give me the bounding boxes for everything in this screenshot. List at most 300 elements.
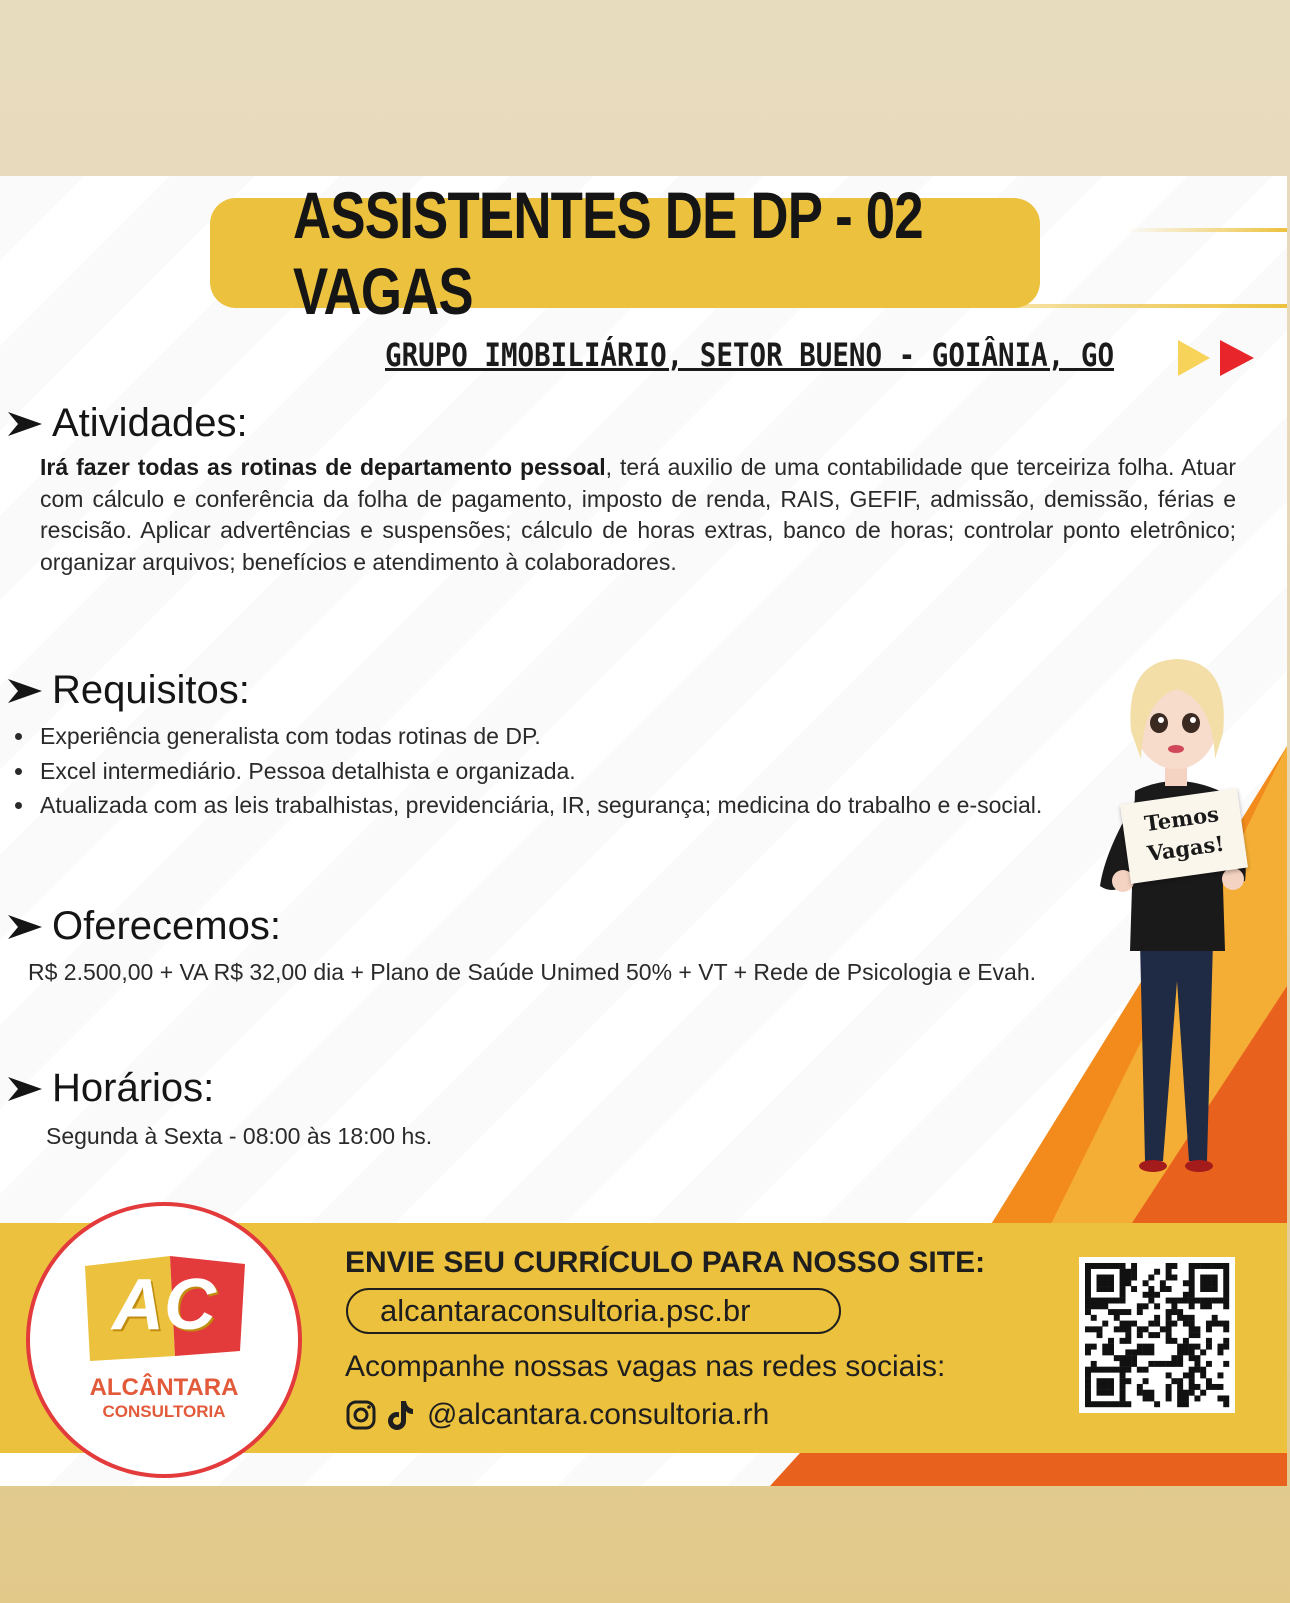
qr-module	[1108, 1349, 1114, 1355]
qr-module	[1137, 1349, 1143, 1355]
qr-module	[1091, 1263, 1097, 1269]
requisitos-list	[8, 719, 1098, 823]
qr-module	[1223, 1326, 1229, 1332]
qr-module	[1177, 1390, 1183, 1396]
qr-module	[1108, 1298, 1114, 1304]
qr-module	[1160, 1326, 1166, 1332]
qr-module	[1183, 1321, 1189, 1327]
qr-module	[1085, 1349, 1091, 1355]
qr-module	[1125, 1275, 1131, 1281]
qr-module	[1217, 1321, 1223, 1327]
qr-module	[1200, 1275, 1206, 1281]
qr-module	[1097, 1326, 1103, 1332]
title-accent-line	[770, 304, 1287, 308]
qr-module	[1189, 1349, 1195, 1355]
qr-module	[1171, 1298, 1177, 1304]
qr-module	[1206, 1280, 1212, 1286]
page-title: ASSISTENTES DE DP - 02 VAGAS	[293, 178, 923, 328]
qr-module	[1102, 1378, 1108, 1384]
qr-module	[1166, 1263, 1172, 1269]
qr-module	[1189, 1367, 1195, 1373]
qr-module	[1217, 1395, 1223, 1401]
qr-module	[1131, 1321, 1137, 1327]
qr-module	[1160, 1280, 1166, 1286]
qr-module	[1097, 1401, 1103, 1407]
qr-module	[1120, 1372, 1126, 1378]
oferecemos-text: R$ 2.500,00 + VA R$ 32,00 dia + Plano de Saúde Unimed 50% + VT + Rede de Psicologia e Evah.	[28, 959, 1037, 985]
qr-module	[1120, 1326, 1126, 1332]
qr-module	[1097, 1332, 1103, 1338]
qr-module	[1131, 1269, 1137, 1275]
qr-module	[1085, 1286, 1091, 1292]
qr-module	[1177, 1344, 1183, 1350]
qr-module	[1194, 1332, 1200, 1338]
qr-module	[1183, 1390, 1189, 1396]
qr-module	[1137, 1332, 1143, 1338]
qr-module	[1177, 1309, 1183, 1315]
qr-module	[1217, 1372, 1223, 1378]
sign-line-1: Temos	[1142, 801, 1221, 837]
section-heading: Atividades:	[52, 401, 248, 445]
qr-module	[1183, 1395, 1189, 1401]
qr-module	[1102, 1344, 1108, 1350]
qr-module	[1189, 1344, 1195, 1350]
qr-module	[1120, 1338, 1126, 1344]
section-atividades	[8, 401, 1238, 578]
qr-module	[1097, 1384, 1103, 1390]
qr-module	[1120, 1321, 1126, 1327]
qr-module	[1148, 1361, 1154, 1367]
qr-module	[1091, 1361, 1097, 1367]
qr-module	[1137, 1384, 1143, 1390]
qr-module	[1108, 1338, 1114, 1344]
list-item: • Excel intermediário. Pessoa detalhista e organizada.	[36, 754, 1098, 789]
qr-module	[1217, 1344, 1223, 1350]
qr-module	[1085, 1326, 1091, 1332]
atividades-text	[40, 452, 1236, 578]
qr-module	[1206, 1326, 1212, 1332]
qr-module	[1120, 1384, 1126, 1390]
instagram-icon	[345, 1399, 377, 1431]
qr-module	[1166, 1309, 1172, 1315]
qr-module	[1154, 1315, 1160, 1321]
qr-module	[1102, 1275, 1108, 1281]
qr-module	[1200, 1349, 1206, 1355]
qr-module	[1212, 1286, 1218, 1292]
sign-line-2: Vagas!	[1145, 830, 1226, 867]
logo-initials: AC	[112, 1265, 216, 1345]
qr-module	[1171, 1309, 1177, 1315]
qr-module	[1120, 1309, 1126, 1315]
qr-module	[1120, 1401, 1126, 1407]
qr-module	[1131, 1275, 1137, 1281]
qr-module	[1206, 1378, 1212, 1384]
qr-module	[1148, 1349, 1154, 1355]
qr-module	[1212, 1384, 1218, 1390]
qr-module	[1166, 1372, 1172, 1378]
qr-module	[1160, 1286, 1166, 1292]
qr-module	[1166, 1298, 1172, 1304]
social-handle-text: @alcantara.consultoria.rh	[427, 1398, 770, 1431]
qr-module	[1217, 1349, 1223, 1355]
qr-module	[1206, 1303, 1212, 1309]
qr-module	[1108, 1367, 1114, 1373]
qr-module	[1194, 1298, 1200, 1304]
qr-module	[1183, 1401, 1189, 1407]
qr-module	[1194, 1361, 1200, 1367]
qr-module	[1171, 1378, 1177, 1384]
qr-module	[1189, 1355, 1195, 1361]
qr-module	[1194, 1355, 1200, 1361]
qr-module	[1102, 1367, 1108, 1373]
qr-module	[1194, 1384, 1200, 1390]
qr-module	[1085, 1344, 1091, 1350]
qr-module	[1143, 1395, 1149, 1401]
qr-module	[1114, 1401, 1120, 1407]
qr-module	[1171, 1275, 1177, 1281]
qr-module	[1154, 1321, 1160, 1327]
qr-module	[1166, 1286, 1172, 1292]
qr-module	[1154, 1303, 1160, 1309]
qr-module	[1120, 1292, 1126, 1298]
qr-module	[1166, 1321, 1172, 1327]
qr-module	[1131, 1349, 1137, 1355]
qr-module	[1148, 1395, 1154, 1401]
qr-module	[1125, 1349, 1131, 1355]
qr-module	[1206, 1321, 1212, 1327]
qr-module	[1085, 1401, 1091, 1407]
qr-module	[1125, 1361, 1131, 1367]
qr-module	[1212, 1315, 1218, 1321]
qr-module	[1097, 1275, 1103, 1281]
section-heading: Horários:	[52, 1066, 215, 1110]
qr-module	[1189, 1372, 1195, 1378]
qr-module	[1102, 1298, 1108, 1304]
qr-module	[1102, 1390, 1108, 1396]
qr-module	[1085, 1372, 1091, 1378]
qr-module	[1108, 1286, 1114, 1292]
qr-module	[1114, 1367, 1120, 1373]
qr-module	[1085, 1390, 1091, 1396]
qr-module	[1206, 1298, 1212, 1304]
qr-module	[1091, 1401, 1097, 1407]
qr-code[interactable]	[1079, 1257, 1235, 1413]
qr-module	[1120, 1355, 1126, 1361]
qr-module	[1194, 1395, 1200, 1401]
qr-module	[1091, 1303, 1097, 1309]
qr-module	[1085, 1263, 1091, 1269]
qr-module	[1189, 1280, 1195, 1286]
qr-module	[1223, 1395, 1229, 1401]
section-oferecemos	[8, 904, 1108, 989]
qr-module	[1143, 1390, 1149, 1396]
qr-module	[1223, 1298, 1229, 1304]
qr-module	[1206, 1344, 1212, 1350]
qr-module	[1108, 1344, 1114, 1350]
title-banner	[210, 178, 1040, 328]
qr-module	[1223, 1275, 1229, 1281]
qr-module	[1166, 1275, 1172, 1281]
qr-module	[1194, 1263, 1200, 1269]
qr-module	[1097, 1286, 1103, 1292]
social-handle[interactable]	[345, 1398, 769, 1432]
qr-module	[1217, 1298, 1223, 1304]
qr-module	[1091, 1344, 1097, 1350]
logo-subtitle: CONSULTORIA	[102, 1402, 226, 1421]
qr-module	[1085, 1367, 1091, 1373]
qr-module	[1200, 1286, 1206, 1292]
qr-module	[1154, 1361, 1160, 1367]
qr-module	[1137, 1367, 1143, 1373]
qr-module	[1177, 1355, 1183, 1361]
qr-module	[1125, 1309, 1131, 1315]
qr-module	[1200, 1303, 1206, 1309]
qr-module	[1223, 1292, 1229, 1298]
qr-module	[1114, 1298, 1120, 1304]
qr-module	[1183, 1349, 1189, 1355]
qr-module	[1097, 1280, 1103, 1286]
arrow-bullet-icon	[8, 913, 42, 941]
arrow-bullet-icon	[8, 410, 42, 438]
logo-name: ALCÂNTARA	[89, 1374, 239, 1401]
arrow-bullet-icon	[8, 677, 42, 705]
qr-module	[1108, 1401, 1114, 1407]
qr-module	[1148, 1286, 1154, 1292]
section-heading: Requisitos:	[52, 668, 250, 712]
qr-module	[1137, 1344, 1143, 1350]
qr-module	[1217, 1263, 1223, 1269]
qr-module	[1143, 1292, 1149, 1298]
qr-module	[1217, 1384, 1223, 1390]
qr-module	[1206, 1286, 1212, 1292]
section-horarios	[8, 1066, 908, 1153]
qr-module	[1143, 1326, 1149, 1332]
qr-module	[1137, 1309, 1143, 1315]
qr-module	[1212, 1298, 1218, 1304]
qr-module	[1085, 1309, 1091, 1315]
qr-module	[1148, 1344, 1154, 1350]
qr-module	[1125, 1326, 1131, 1332]
orange-accent-strip	[770, 1453, 1287, 1486]
qr-module	[1085, 1395, 1091, 1401]
qr-module	[1194, 1344, 1200, 1350]
qr-module	[1223, 1280, 1229, 1286]
section-requisitos	[8, 668, 1098, 823]
section-heading: Oferecemos:	[52, 904, 281, 948]
qr-module	[1189, 1292, 1195, 1298]
qr-module	[1085, 1280, 1091, 1286]
qr-module	[1114, 1263, 1120, 1269]
qr-module	[1189, 1298, 1195, 1304]
qr-module	[1143, 1344, 1149, 1350]
qr-module	[1131, 1361, 1137, 1367]
qr-module	[1212, 1321, 1218, 1327]
qr-module	[1085, 1303, 1091, 1309]
qr-module	[1189, 1269, 1195, 1275]
qr-module	[1102, 1349, 1108, 1355]
qr-module	[1085, 1292, 1091, 1298]
qr-module	[1206, 1275, 1212, 1281]
qr-module	[1171, 1321, 1177, 1327]
qr-module	[1125, 1355, 1131, 1361]
qr-module	[1189, 1275, 1195, 1281]
qr-module	[1120, 1286, 1126, 1292]
qr-module	[1125, 1367, 1131, 1373]
temos-vagas-sign	[1120, 788, 1248, 884]
location-label: GRUPO IMOBILIÁRIO, SETOR BUENO - GOIÂNIA, GO	[385, 336, 1115, 374]
qr-module	[1143, 1280, 1149, 1286]
qr-module	[1189, 1321, 1195, 1327]
qr-module	[1137, 1326, 1143, 1332]
avatar-character	[1085, 651, 1265, 1211]
qr-module	[1177, 1315, 1183, 1321]
qr-module	[1177, 1349, 1183, 1355]
qr-module	[1120, 1378, 1126, 1384]
qr-module	[1223, 1286, 1229, 1292]
qr-module	[1194, 1326, 1200, 1332]
qr-module	[1120, 1361, 1126, 1367]
qr-module	[1125, 1332, 1131, 1338]
qr-module	[1166, 1390, 1172, 1396]
qr-module	[1206, 1263, 1212, 1269]
qr-module	[1125, 1269, 1131, 1275]
qr-module	[1171, 1361, 1177, 1367]
qr-module	[1108, 1275, 1114, 1281]
qr-module	[1183, 1372, 1189, 1378]
qr-module	[1189, 1390, 1195, 1396]
qr-module	[1177, 1298, 1183, 1304]
follow-text: Acompanhe nossas vagas nas redes sociais:	[345, 1350, 946, 1383]
qr-module	[1097, 1298, 1103, 1304]
qr-module	[1154, 1292, 1160, 1298]
qr-module	[1120, 1390, 1126, 1396]
qr-module	[1108, 1263, 1114, 1269]
arrow-bullet-icon	[8, 1075, 42, 1103]
qr-module	[1120, 1275, 1126, 1281]
qr-module	[1189, 1286, 1195, 1292]
qr-module	[1097, 1378, 1103, 1384]
tiktok-icon	[387, 1399, 415, 1431]
qr-module	[1091, 1367, 1097, 1373]
qr-module	[1183, 1280, 1189, 1286]
qr-module	[1177, 1378, 1183, 1384]
qr-module	[1102, 1321, 1108, 1327]
qr-module	[1171, 1303, 1177, 1309]
qr-module	[1148, 1298, 1154, 1304]
qr-module	[1200, 1280, 1206, 1286]
qr-module	[1097, 1367, 1103, 1373]
qr-module	[1189, 1384, 1195, 1390]
qr-module	[1091, 1315, 1097, 1321]
qr-module	[1189, 1378, 1195, 1384]
qr-module	[1085, 1275, 1091, 1281]
qr-module	[1206, 1338, 1212, 1344]
qr-module	[1120, 1263, 1126, 1269]
qr-module	[1206, 1384, 1212, 1390]
company-logo	[30, 1206, 298, 1474]
qr-module	[1166, 1269, 1172, 1275]
qr-module	[1108, 1390, 1114, 1396]
qr-module	[1189, 1326, 1195, 1332]
qr-module	[1200, 1263, 1206, 1269]
qr-module	[1148, 1292, 1154, 1298]
qr-module	[1223, 1361, 1229, 1367]
qr-module	[1177, 1384, 1183, 1390]
qr-module	[1223, 1338, 1229, 1344]
qr-module	[1223, 1344, 1229, 1350]
qr-module	[1102, 1286, 1108, 1292]
qr-module	[1177, 1361, 1183, 1367]
qr-module	[1114, 1326, 1120, 1332]
qr-module	[1131, 1355, 1137, 1361]
qr-module	[1097, 1263, 1103, 1269]
qr-module	[1148, 1275, 1154, 1281]
qr-module	[1166, 1361, 1172, 1367]
qr-module	[1189, 1315, 1195, 1321]
qr-module	[1085, 1378, 1091, 1384]
qr-module	[1166, 1395, 1172, 1401]
qr-module	[1143, 1303, 1149, 1309]
qr-module	[1200, 1298, 1206, 1304]
qr-module	[1137, 1390, 1143, 1396]
qr-module	[1183, 1298, 1189, 1304]
qr-module	[1131, 1286, 1137, 1292]
play-arrows-icon	[1178, 338, 1258, 378]
qr-module	[1189, 1303, 1195, 1309]
qr-module	[1114, 1355, 1120, 1361]
qr-module	[1143, 1378, 1149, 1384]
qr-module	[1189, 1332, 1195, 1338]
qr-module	[1091, 1298, 1097, 1304]
qr-module	[1120, 1269, 1126, 1275]
qr-module	[1183, 1344, 1189, 1350]
qr-module	[1223, 1401, 1229, 1407]
qr-module	[1200, 1390, 1206, 1396]
qr-module	[1125, 1321, 1131, 1327]
qr-module	[1143, 1349, 1149, 1355]
qr-module	[1206, 1361, 1212, 1367]
qr-module	[1125, 1280, 1131, 1286]
qr-module	[1120, 1280, 1126, 1286]
qr-module	[1212, 1263, 1218, 1269]
qr-module	[1097, 1390, 1103, 1396]
qr-module	[1120, 1367, 1126, 1373]
qr-module	[1102, 1384, 1108, 1390]
qr-module	[1154, 1332, 1160, 1338]
atividades-body: , terá auxilio de uma contabilidade que terceiriza folha. Atuar com cálculo e conferência da folha de pagamento, imposto de renda, RAIS, GEFIF, admissão, demissão, férias e rescisão. Aplicar advertências e suspensões; cálculo de horas extras, banco de horas; controlar ponto eletrônico; organizar arquivos; benefícios e atendimento à colaboradores.	[40, 454, 1236, 575]
list-item: • Experiência generalista com todas rotinas de DP.	[36, 719, 1098, 754]
qr-module	[1171, 1355, 1177, 1361]
qr-module	[1200, 1367, 1206, 1373]
qr-module	[1120, 1395, 1126, 1401]
qr-module	[1189, 1263, 1195, 1269]
qr-module	[1183, 1315, 1189, 1321]
title-accent-line	[1125, 228, 1287, 232]
cta-heading: ENVIE SEU CURRÍCULO PARA NOSSO SITE:	[345, 1246, 986, 1279]
qr-module	[1085, 1269, 1091, 1275]
qr-module	[1223, 1321, 1229, 1327]
qr-module	[1194, 1367, 1200, 1373]
qr-module	[1108, 1384, 1114, 1390]
website-link[interactable]: alcantaraconsultoria.psc.br	[346, 1288, 841, 1334]
qr-module	[1131, 1263, 1137, 1269]
qr-module	[1137, 1303, 1143, 1309]
qr-module	[1108, 1378, 1114, 1384]
qr-module	[1097, 1303, 1103, 1309]
qr-module	[1160, 1361, 1166, 1367]
qr-module	[1183, 1338, 1189, 1344]
qr-module	[1223, 1303, 1229, 1309]
